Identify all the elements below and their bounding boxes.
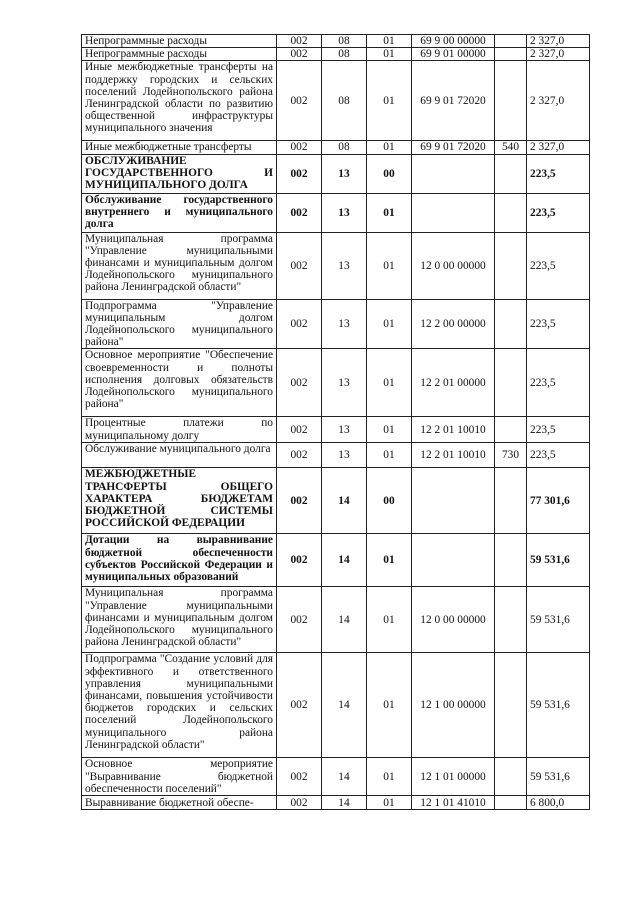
section-code-cell: 08	[322, 61, 367, 141]
amount-cell: 59 531,6	[527, 758, 590, 796]
row-name-cell: Обслуживание муниципального долга	[82, 443, 277, 468]
target-article-cell	[412, 468, 495, 534]
admin-code-cell: 002	[277, 141, 322, 154]
admin-code-cell: 002	[277, 587, 322, 653]
section-code-cell: 13	[322, 154, 367, 193]
expense-type-cell: 730	[495, 443, 527, 468]
table-row	[82, 443, 590, 468]
row-name-cell: Выравнивание бюджетной обеспе-	[82, 796, 277, 810]
admin-code-cell: 002	[277, 534, 322, 587]
subsection-code-cell: 01	[367, 443, 412, 468]
table-row	[82, 796, 590, 810]
table-row	[82, 141, 590, 154]
subsection-code-cell: 01	[367, 587, 412, 653]
section-code-cell: 14	[322, 587, 367, 653]
subsection-code-cell: 01	[367, 534, 412, 587]
table-row	[82, 154, 590, 193]
section-code-cell: 14	[322, 653, 367, 758]
section-code-cell: 08	[322, 48, 367, 61]
row-name-cell: Процентные платежи по муниципальному долгу	[82, 417, 277, 443]
subsection-code-cell: 01	[367, 758, 412, 796]
row-name-cell: Основное мероприятие "Выравнивание бюджетной обеспеченности поселений"	[82, 758, 277, 796]
section-code-cell: 13	[322, 349, 367, 417]
expense-type-cell	[495, 61, 527, 141]
table-row	[82, 232, 590, 299]
amount-cell: 77 301,6	[527, 468, 590, 534]
target-article-cell: 12 2 01 10010	[412, 417, 495, 443]
subsection-code-cell: 01	[367, 193, 412, 232]
target-article-cell	[412, 154, 495, 193]
section-code-cell: 13	[322, 193, 367, 232]
target-article-cell: 12 1 01 00000	[412, 758, 495, 796]
subsection-code-cell: 01	[367, 299, 412, 349]
amount-cell: 223,5	[527, 154, 590, 193]
section-code-cell: 13	[322, 443, 367, 468]
subsection-code-cell: 01	[367, 417, 412, 443]
subsection-code-cell: 00	[367, 468, 412, 534]
amount-cell: 223,5	[527, 193, 590, 232]
target-article-cell: 69 9 00 00000	[412, 35, 495, 48]
section-code-cell: 14	[322, 796, 367, 810]
row-name-cell: Подпрограмма "Создание условий для эффективного и ответственного управления муниципальными финансами, повышения устойчивости бюджетов городских и сельских поселений Лодейнопольского муниципального района Ленинградской области"	[82, 653, 277, 758]
amount-cell: 6 800,0	[527, 796, 590, 810]
admin-code-cell: 002	[277, 232, 322, 299]
target-article-cell: 12 2 01 10010	[412, 443, 495, 468]
row-name-cell: Подпрограмма "Управление муниципальным долгом Лодейнопольского муниципального района"	[82, 299, 277, 349]
section-code-cell: 13	[322, 417, 367, 443]
admin-code-cell: 002	[277, 417, 322, 443]
subsection-code-cell: 01	[367, 141, 412, 154]
row-name-cell: Непрограммные расходы	[82, 48, 277, 61]
section-code-cell: 14	[322, 534, 367, 587]
amount-cell: 59 531,6	[527, 587, 590, 653]
expense-type-cell	[495, 154, 527, 193]
section-code-cell: 13	[322, 232, 367, 299]
amount-cell: 223,5	[527, 443, 590, 468]
admin-code-cell: 002	[277, 796, 322, 810]
amount-cell: 2 327,0	[527, 48, 590, 61]
table-row	[82, 587, 590, 653]
table-row	[82, 468, 590, 534]
expense-type-cell	[495, 653, 527, 758]
subsection-code-cell: 01	[367, 61, 412, 141]
admin-code-cell: 002	[277, 299, 322, 349]
target-article-cell	[412, 534, 495, 587]
row-name-cell: ОБСЛУЖИВАНИЕ ГОСУДАРСТВЕННОГО И МУНИЦИПАЛЬНОГО ДОЛГА	[82, 154, 277, 193]
expense-type-cell: 540	[495, 141, 527, 154]
row-name-cell: Иные межбюджетные трансферты	[82, 141, 277, 154]
admin-code-cell: 002	[277, 468, 322, 534]
table-row	[82, 193, 590, 232]
amount-cell: 223,5	[527, 299, 590, 349]
row-name-cell: Непрограммные расходы	[82, 35, 277, 48]
expense-type-cell	[495, 35, 527, 48]
subsection-code-cell: 00	[367, 154, 412, 193]
expense-type-cell	[495, 796, 527, 810]
expense-type-cell	[495, 468, 527, 534]
amount-cell: 223,5	[527, 232, 590, 299]
row-name-cell: Иные межбюджетные трансферты на поддержку городских и сельских поселений Лодейнопольского района Ленинградской области по развитию общественной инфраструктуры муниципального значения	[82, 61, 277, 141]
section-code-cell: 14	[322, 758, 367, 796]
admin-code-cell: 002	[277, 154, 322, 193]
admin-code-cell: 002	[277, 35, 322, 48]
amount-cell: 2 327,0	[527, 61, 590, 141]
subsection-code-cell: 01	[367, 232, 412, 299]
expense-type-cell	[495, 758, 527, 796]
target-article-cell: 12 1 01 41010	[412, 796, 495, 810]
admin-code-cell: 002	[277, 61, 322, 141]
table-body	[82, 35, 590, 810]
amount-cell: 2 327,0	[527, 141, 590, 154]
row-name-cell: Муниципальная программа "Управление муниципальными финансами и муниципальным долгом Лодейнопольского муниципального района Ленинградской области"	[82, 232, 277, 299]
target-article-cell: 12 1 00 00000	[412, 653, 495, 758]
expense-type-cell	[495, 417, 527, 443]
table-row	[82, 349, 590, 417]
expense-type-cell	[495, 232, 527, 299]
table-row	[82, 653, 590, 758]
row-name-cell: Обслуживание государственного внутреннего и муниципального долга	[82, 193, 277, 232]
expense-type-cell	[495, 48, 527, 61]
section-code-cell: 08	[322, 35, 367, 48]
target-article-cell: 12 0 00 00000	[412, 232, 495, 299]
table-row	[82, 417, 590, 443]
subsection-code-cell: 01	[367, 35, 412, 48]
admin-code-cell: 002	[277, 48, 322, 61]
admin-code-cell: 002	[277, 349, 322, 417]
expense-type-cell	[495, 349, 527, 417]
amount-cell: 2 327,0	[527, 35, 590, 48]
section-code-cell: 13	[322, 299, 367, 349]
subsection-code-cell: 01	[367, 48, 412, 61]
target-article-cell: 69 9 01 72020	[412, 61, 495, 141]
amount-cell: 59 531,6	[527, 534, 590, 587]
table-row	[82, 299, 590, 349]
admin-code-cell: 002	[277, 653, 322, 758]
target-article-cell: 12 0 00 00000	[412, 587, 495, 653]
amount-cell: 223,5	[527, 417, 590, 443]
target-article-cell: 69 9 01 00000	[412, 48, 495, 61]
target-article-cell: 12 2 00 00000	[412, 299, 495, 349]
amount-cell: 59 531,6	[527, 653, 590, 758]
expense-type-cell	[495, 587, 527, 653]
expense-type-cell	[495, 534, 527, 587]
amount-cell: 223,5	[527, 349, 590, 417]
section-code-cell: 08	[322, 141, 367, 154]
table-row	[82, 48, 590, 61]
row-name-cell: Основное мероприятие "Обеспечение своевременности и полноты исполнения долговых обязательств Лодейнопольского муниципального района"	[82, 349, 277, 417]
table-row	[82, 758, 590, 796]
table-row	[82, 534, 590, 587]
admin-code-cell: 002	[277, 443, 322, 468]
target-article-cell	[412, 193, 495, 232]
expense-type-cell	[495, 299, 527, 349]
admin-code-cell: 002	[277, 758, 322, 796]
subsection-code-cell: 01	[367, 349, 412, 417]
budget-allocation-table	[81, 34, 590, 810]
row-name-cell: Дотации на выравнивание бюджетной обеспеченности субъектов Российской Федерации и муниципальных образований	[82, 534, 277, 587]
target-article-cell: 12 2 01 00000	[412, 349, 495, 417]
section-code-cell: 14	[322, 468, 367, 534]
table-row	[82, 35, 590, 48]
expense-type-cell	[495, 193, 527, 232]
subsection-code-cell: 01	[367, 653, 412, 758]
row-name-cell: МЕЖБЮДЖЕТНЫЕ ТРАНСФЕРТЫ ОБЩЕГО ХАРАКТЕРА БЮДЖЕТАМ БЮДЖЕТНОЙ СИСТЕМЫ РОССИЙСКОЙ ФЕДЕРАЦИИ	[82, 468, 277, 534]
admin-code-cell: 002	[277, 193, 322, 232]
table-row	[82, 61, 590, 141]
subsection-code-cell: 01	[367, 796, 412, 810]
target-article-cell: 69 9 01 72020	[412, 141, 495, 154]
row-name-cell: Муниципальная программа "Управление муниципальными финансами и муниципальным долгом Лодейнопольского муниципального района Ленинградской области"	[82, 587, 277, 653]
